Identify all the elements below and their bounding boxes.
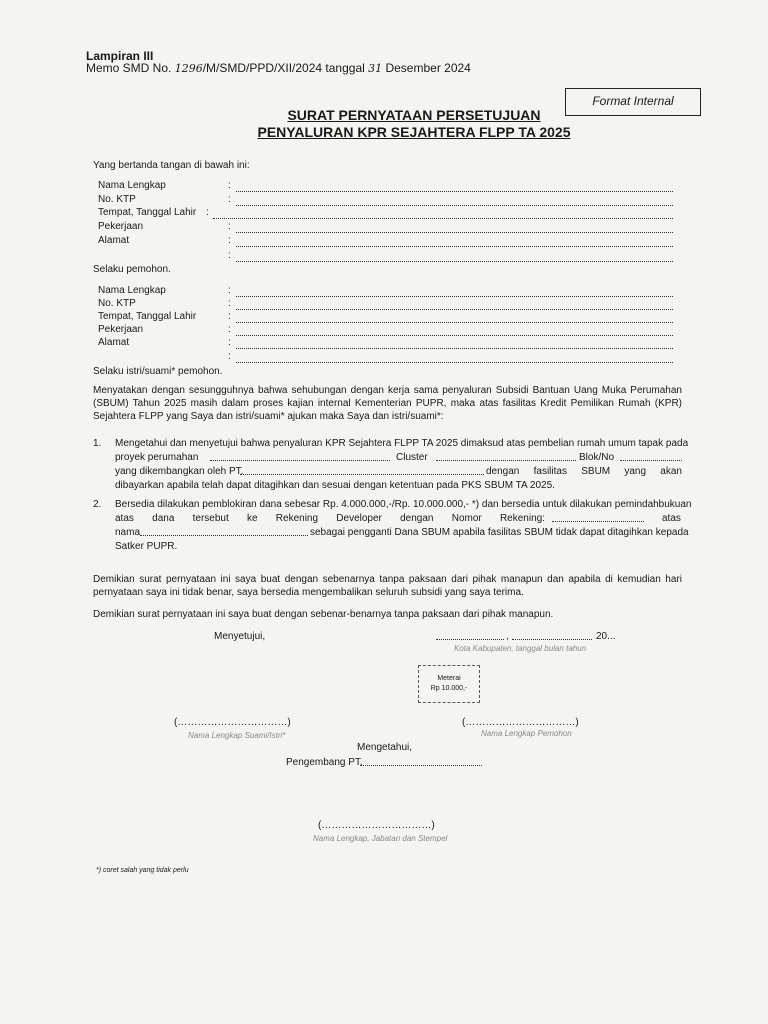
field-input-alamat[interactable]	[236, 237, 673, 247]
item1-number: 1.	[93, 438, 102, 449]
developer-input[interactable]	[240, 465, 484, 475]
field-input-alamat-2[interactable]	[236, 353, 673, 363]
signature-developer[interactable]: (……………………………)	[318, 820, 435, 831]
item1-proyek-label: proyek perumahan	[115, 452, 199, 463]
colon: :	[206, 207, 209, 218]
field-input-nama[interactable]	[236, 287, 673, 297]
field-input-ttl[interactable]	[213, 209, 673, 219]
field-input-ktp[interactable]	[236, 196, 673, 206]
memo-prefix: Memo SMD No.	[86, 61, 172, 75]
blok-input[interactable]	[620, 451, 682, 461]
closing-paragraph-1: Demikian surat pernyataan ini saya buat dengan sebenarnya tanpa paksaan dari pihak manapun dan apabila di kemudian hari pernyataan saya ini tidak benar, saya bersedia mengembalikan seluruh subsidi yang saya terima.	[93, 574, 682, 598]
comma: ,	[506, 631, 509, 642]
item2-line1: Bersedia dilakukan pemblokiran dana sebesar Rp. 4.000.000,-/Rp. 10.000.000,- *) dan bersedia untuk dilakukan pemindahbukuan	[115, 499, 692, 510]
colon: :	[228, 285, 231, 296]
intro-text: Yang bertanda tangan di bawah ini:	[93, 160, 250, 171]
item1-line4: dibayarkan apabila telah dapat ditagihkan dan sesuai dengan ketentuan pada PKS SBUM TA 2025.	[115, 480, 555, 491]
memo-line	[86, 61, 471, 75]
field-input-ttl[interactable]	[236, 313, 673, 323]
proyek-input[interactable]	[210, 451, 390, 461]
item1-line1: Mengetahui dan menyetujui bahwa penyaluran KPR Sejahtera FLPP TA 2025 dimaksud atas pembelian rumah umum tapak pada	[115, 438, 689, 449]
memo-number: 1296	[174, 62, 203, 75]
rekening-input[interactable]	[552, 512, 644, 522]
colon: :	[228, 351, 231, 362]
memo-day: 31	[368, 62, 383, 75]
field-input-pekerjaan[interactable]	[236, 326, 673, 336]
item1-fasilitas: dengan fasilitas SBUM yang akan	[486, 466, 682, 477]
signature-spouse[interactable]: (……………………………)	[174, 717, 291, 728]
field-label-alamat: Alamat	[98, 337, 130, 348]
colon: :	[228, 311, 231, 322]
item2-number: 2.	[93, 499, 102, 510]
colon: :	[228, 298, 231, 309]
kota-caption: Kota Kabupaten, tanggal bulan tahun	[454, 644, 587, 653]
colon: :	[228, 337, 231, 348]
closing-paragraph-2: Demikian surat pernyataan ini saya buat dengan sebenar-benarnya tanpa paksaan dari pihak manapun.	[93, 609, 554, 620]
item2-line4: Satker PUPR.	[115, 541, 178, 552]
meterai-amount: Rp 10.000,-	[430, 685, 468, 692]
colon: :	[228, 194, 231, 205]
field-input-pekerjaan[interactable]	[236, 223, 673, 233]
field-label-nama: Nama Lengkap	[98, 180, 166, 191]
caption-applicant: Nama Lengkap Pemohon	[481, 729, 572, 738]
statement-paragraph: Menyatakan dengan sesungguhnya bahwa sehubungan dengan kerja sama penyaluran Subsidi Bantuan Uang Muka Perumahan (SBUM) Tahun 2025 masih dalam proses kajian internal Kementerian PUPR, maka atas fasilitas Kredit Pemilikan Rumah (KPR) Sejahtera FLPP yang Saya dan istri/suami* ajukan maka Saya dan istri/suami*:	[93, 385, 682, 422]
colon: :	[228, 221, 231, 232]
title-line2: PENYALURAN KPR SEJAHTERA FLPP TA 2025	[257, 124, 571, 140]
colon: :	[228, 235, 231, 246]
menyetujui-label: Menyetujui,	[214, 631, 266, 642]
selaku-pasangan: Selaku istri/suami* pemohon.	[93, 366, 223, 377]
format-box: Format Internal	[565, 88, 701, 116]
caption-spouse: Nama Lengkap Suami/Istri*	[188, 731, 286, 740]
item1-dikembangkan-label: yang dikembangkan oleh PT.	[115, 466, 244, 477]
field-label-ttl: Tempat, Tanggal Lahir	[98, 311, 197, 322]
kota-input[interactable]	[436, 630, 504, 640]
year-label: 20...	[596, 631, 616, 642]
field-label-pekerjaan: Pekerjaan	[98, 324, 144, 335]
caption-developer: Nama Lengkap, Jabatan dan Stempel	[313, 834, 448, 843]
field-label-alamat: Alamat	[98, 235, 130, 246]
colon: :	[228, 324, 231, 335]
field-label-pekerjaan: Pekerjaan	[98, 221, 144, 232]
colon: :	[228, 180, 231, 191]
pengembang-label: Pengembang PT.	[286, 757, 363, 768]
meterai-box	[418, 665, 480, 703]
mengetahui-label: Mengetahui,	[357, 742, 413, 753]
footnote: *) coret salah yang tidak perlu	[96, 867, 189, 874]
cluster-input[interactable]	[436, 451, 576, 461]
field-label-ktp: No. KTP	[98, 194, 136, 205]
field-input-alamat[interactable]	[236, 339, 673, 349]
field-input-alamat-2[interactable]	[236, 252, 673, 262]
item1-cluster-label: Cluster	[396, 452, 428, 463]
field-label-ttl: Tempat, Tanggal Lahir	[98, 207, 197, 218]
selaku-pemohon: Selaku pemohon.	[93, 264, 171, 275]
meterai-label: Meterai	[437, 675, 461, 682]
item2-atas: atas	[662, 513, 681, 524]
item2-nama-label: nama	[115, 527, 141, 538]
title-line1: SURAT PERNYATAAN PERSETUJUAN	[287, 107, 541, 123]
memo-suffix: /M/SMD/PPD/XII/2024 tanggal	[202, 61, 365, 75]
pengembang-input[interactable]	[360, 756, 482, 766]
field-label-nama: Nama Lengkap	[98, 285, 166, 296]
item1-blok-label: Blok/No	[579, 452, 615, 463]
memo-date: Desember 2024	[385, 61, 471, 75]
nama-rekening-input[interactable]	[140, 526, 308, 536]
lampiran-label: Lampiran III	[86, 49, 154, 63]
colon: :	[228, 250, 231, 261]
item2-line2: atas dana tersebut ke Rekening Developer dengan Nomor Rekening:	[115, 513, 545, 524]
field-input-nama[interactable]	[236, 182, 673, 192]
signature-applicant[interactable]: (……………………………)	[462, 717, 579, 728]
tanggal-input[interactable]	[512, 630, 592, 640]
item2-line3: sebagai pengganti Dana SBUM apabila fasilitas SBUM tidak dapat ditagihkan kepada	[310, 527, 689, 538]
field-input-ktp[interactable]	[236, 300, 673, 310]
field-label-ktp: No. KTP	[98, 298, 136, 309]
